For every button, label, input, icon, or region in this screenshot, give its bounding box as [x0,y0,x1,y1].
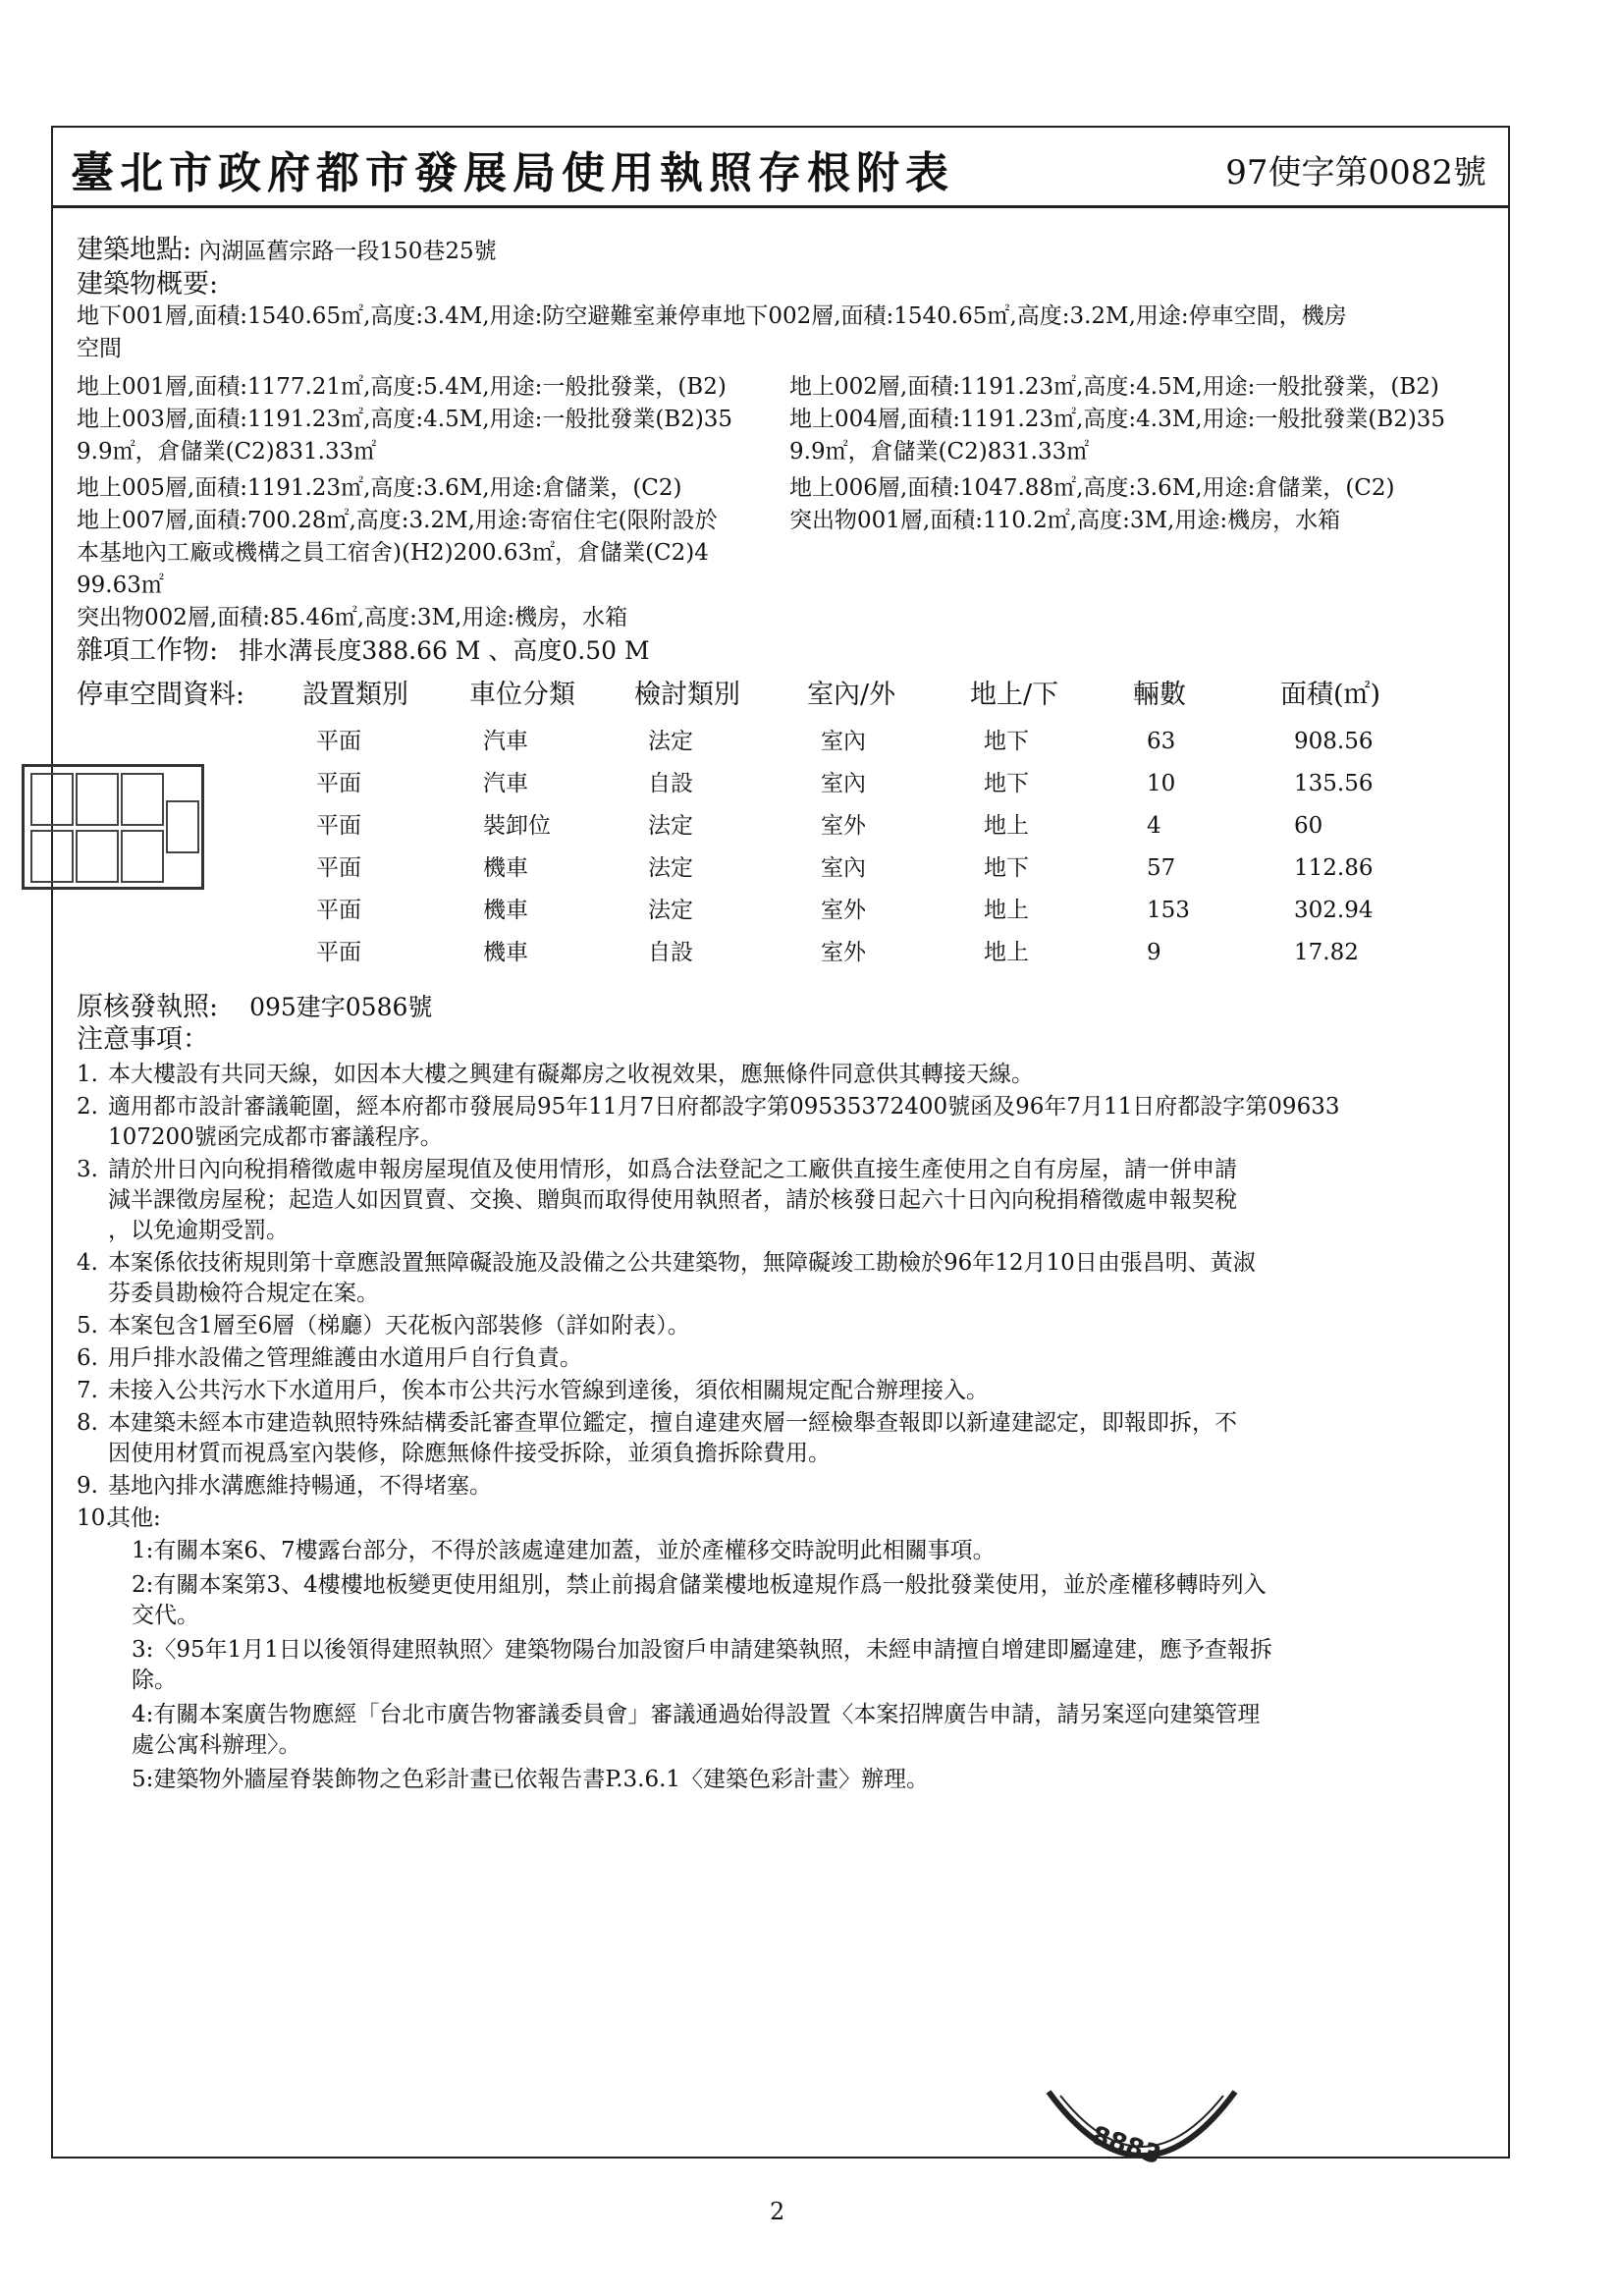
building-f4-a: 地上004層,面積:1191.23㎡,高度:4.3M,用途:一般批發業(B2)35 [789,407,1446,432]
building-f5: 地上005層,面積:1191.23㎡,高度:3.6M,用途:倉儲業，(C2) [77,475,682,501]
parking-cell: 10 [1147,771,1176,796]
parking-col-5: 地上/下 [970,680,1059,710]
building-f7-a: 地上007層,面積:700.28㎡,高度:3.2M,用途:寄宿住宅(限附設於 [77,508,718,533]
building-f7-c: 99.63㎡ [77,573,164,598]
notes-label: 注意事項： [77,1024,209,1055]
other-note-line: 5:建築物外牆屋脊裝飾物之色彩計畫已依報告書P.3.6.1〈建築色彩計畫〉辦理。 [132,1767,930,1792]
note-line: 107200號函完成都市審議程序。 [108,1124,443,1150]
other-note-item [77,1536,1490,1566]
note-number: 3. [77,1157,98,1182]
note-line: 適用都市設計審議範圍，經本府都市發展局95年11月7日府都設字第09535372400號函及96年7月11日府都設字第09633 [108,1094,1340,1120]
parking-cell: 平面 [316,855,361,881]
other-notes-list [77,1536,1490,1795]
other-note-item [77,1570,1490,1631]
note-item [77,1155,1490,1246]
parking-row [77,804,1490,847]
parking-col-2: 車位分類 [469,680,575,710]
note-line: 未接入公共污水下水道用戶，俟本市公共污水管線到達後，須依相關規定配合辦理接入。 [108,1378,989,1403]
note-number: 7. [77,1378,98,1403]
note-line: 請於卅日內向稅捐稽徵處申報房屋現值及使用情形，如爲合法登記之工廠供直接生產使用之自有房屋，請一併申請 [108,1157,1237,1182]
note-item [77,1343,1490,1374]
parking-cell: 室外 [821,940,866,965]
building-row-f5-f6 [77,472,1490,505]
parking-cell: 機車 [483,898,528,923]
note-number: 5. [77,1313,98,1339]
parking-row [77,931,1490,973]
original-permit-line [77,991,1490,1023]
other-note-line: 1:有關本案6、7樓露台部分，不得於該處違建加蓋，並於產權移交時說明此相關事項。 [132,1538,996,1563]
note-number: 1. [77,1062,98,1087]
building-f3-b: 9.9㎡，倉儲業(C2)831.33㎡ [77,439,377,465]
parking-cell: 自設 [648,940,693,965]
building-row-f7-r1 [77,505,1490,537]
note-number: 4. [77,1250,98,1276]
parking-cell: 機車 [483,855,528,881]
parking-row [77,720,1490,762]
note-line: 本大樓設有共同天線，如因本大樓之興建有礙鄰房之收視效果，應無條件同意供其轉接天線。 [108,1062,1034,1087]
misc-work-label: 雜項工作物: [77,635,219,666]
other-note-line: 3:〈95年1月1日以後領得建照執照〉建築物陽台加設窗戶申請建築執照，未經申請擅自增建即屬違建，應予查報拆 [132,1637,1272,1663]
note-number: 8. [77,1410,98,1436]
parking-cell: 平面 [316,940,361,965]
note-number: 6. [77,1345,98,1371]
parking-table-body [77,720,1490,973]
note-number: 9. [77,1473,98,1499]
note-number: 10. [77,1505,113,1531]
building-row-f3-f4-b [77,436,1490,468]
misc-work-line [77,634,1490,669]
other-note-line: 4:有關本案廣告物應經「台北市廣告物審議委員會」審議通過始得設置〈本案招牌廣告申請，請另案逕向建築管理 [132,1702,1261,1727]
parking-cell: 法定 [648,898,693,923]
building-f2: 地上002層,面積:1191.23㎡,高度:4.5M,用途:一般批發業，(B2) [789,374,1439,400]
note-item [77,1248,1490,1309]
note-number: 2. [77,1094,98,1120]
note-line: 因使用材質而視爲室內裝修，除應無條件接受拆除，並須負擔拆除費用。 [108,1441,831,1466]
parking-col-3: 檢討類別 [634,680,740,710]
parking-cell: 汽車 [483,771,528,796]
parking-cell: 135.56 [1294,771,1374,796]
parking-cell: 地上 [984,898,1029,923]
parking-cell: 112.86 [1294,855,1374,881]
permit-number: 97使字第0082號 [1225,153,1486,192]
other-note-item [77,1765,1490,1795]
parking-cell: 自設 [648,771,693,796]
other-note-item [77,1700,1490,1761]
other-note-line: 處公寓科辦理〉。 [132,1732,301,1758]
parking-row [77,847,1490,889]
other-note-line: 2:有關本案第3、4樓樓地板變更使用組別，禁止前揭倉儲業樓地板違規作爲一般批發業使用，並於產權移轉時列入 [132,1572,1267,1598]
parking-cell: 室內 [821,771,866,796]
note-line: 本案包含1層至6層（梯廳）天花板內部裝修（詳如附表）。 [108,1313,690,1339]
original-permit-label: 原核發執照: [77,992,219,1022]
note-line: 本建築未經本市建造執照特殊結構委託審查單位鑑定，擅自違建夾層一經檢舉查報即以新違建認定，即報即拆，不 [108,1410,1237,1436]
parking-col-7: 面積(㎡) [1280,680,1381,710]
parking-cell: 908.56 [1294,729,1374,754]
parking-cell: 地下 [984,771,1029,796]
page-number: 2 [770,2198,785,2225]
parking-header [77,673,1490,720]
parking-cell: 平面 [316,898,361,923]
parking-cell: 153 [1147,898,1190,923]
parking-cell: 地上 [984,940,1029,965]
note-item [77,1471,1490,1502]
parking-cell: 室內 [821,855,866,881]
parking-cell: 平面 [316,813,361,839]
building-b1-line1: 地下001層,面積:1540.65㎡,高度:3.4M,用途:防空避難室兼停車地下002層,面積:1540.65㎡,高度:3.2M,用途:停車空間，機房 [77,303,1347,329]
building-row-f3-f4 [77,404,1490,436]
parking-cell: 302.94 [1294,898,1374,923]
note-item [77,1503,1490,1534]
site-label: 建築地點: [77,235,192,265]
parking-cell: 汽車 [483,729,528,754]
parking-cell: 平面 [316,771,361,796]
parking-cell: 地下 [984,729,1029,754]
original-permit-value: 095建字0586號 [249,993,433,1021]
site-value: 內湖區舊宗路一段150巷25號 [198,239,497,264]
parking-cell: 室內 [821,729,866,754]
building-r1: 突出物001層,面積:110.2㎡,高度:3M,用途:機房，水箱 [789,508,1341,533]
parking-cell: 室外 [821,898,866,923]
building-label: 建築物概要: [77,269,219,300]
note-item [77,1092,1490,1153]
parking-cell: 9 [1147,940,1161,965]
parking-cell: 平面 [316,729,361,754]
parking-cell: 57 [1147,855,1176,881]
site-line [77,234,1490,268]
parking-col-6: 輛數 [1133,680,1186,710]
parking-cell: 法定 [648,813,693,839]
note-item [77,1060,1490,1090]
document-body [77,234,1490,1799]
parking-cell: 60 [1294,813,1323,839]
parking-cell: 63 [1147,729,1176,754]
parking-row [77,762,1490,804]
parking-cell: 17.82 [1294,940,1359,965]
building-f4-b: 9.9㎡，倉儲業(C2)831.33㎡ [789,439,1090,465]
note-line: ，以免逾期受罰。 [108,1218,289,1243]
building-f3-a: 地上003層,面積:1191.23㎡,高度:4.5M,用途:一般批發業(B2)35 [77,407,733,432]
building-f7-b: 本基地內工廠或機構之員工宿舍)(H2)200.63㎡，倉儲業(C2)4 [77,540,709,566]
note-line: 本案係依技術規則第十章應設置無障礙設施及設備之公共建築物，無障礙竣工勘檢於96年12月10日由張昌明、黃淑 [108,1250,1256,1276]
parking-label: 停車空間資料: [77,680,245,710]
document-title: 臺北市政府都市發展局使用執照存根附表 [71,148,954,198]
building-f6: 地上006層,面積:1047.88㎡,高度:3.6M,用途:倉儲業，(C2) [789,475,1395,501]
note-item [77,1408,1490,1469]
note-line: 其他: [108,1505,161,1531]
official-stamp [22,764,204,890]
parking-row [77,889,1490,931]
round-seal-stamp [1039,2082,1245,2170]
building-f1: 地上001層,面積:1177.21㎡,高度:5.4M,用途:一般批發業，(B2) [77,374,727,400]
note-line: 減半課徵房屋稅；起造人如因買賣、交換、贈與而取得使用執照者，請於核發日起六十日內向稅捐稽徵處申報契稅 [108,1187,1237,1213]
other-note-item [77,1635,1490,1696]
other-note-line: 交代。 [132,1603,199,1628]
note-item [77,1376,1490,1406]
parking-cell: 室外 [821,813,866,839]
parking-cell: 4 [1147,813,1161,839]
parking-cell: 法定 [648,855,693,881]
building-row-f1-f2 [77,371,1490,404]
parking-cell: 地下 [984,855,1029,881]
note-line: 芬委員勘檢符合規定在案。 [108,1281,379,1306]
parking-col-1: 設置類別 [302,680,408,710]
note-item [77,1311,1490,1341]
building-r2: 突出物002層,面積:85.46㎡,高度:3M,用途:機房，水箱 [77,605,628,630]
parking-cell: 裝卸位 [483,813,551,839]
misc-work-value: 排水溝長度388.66 M 、高度0.50 M [239,636,650,665]
building-b1-line2: 空間 [77,336,122,361]
other-note-line: 除。 [132,1667,177,1693]
note-line: 用戶排水設備之管理維護由水道用戶自行負責。 [108,1345,582,1371]
title-bar [53,128,1508,208]
parking-col-4: 室內/外 [807,680,896,710]
parking-cell: 法定 [648,729,693,754]
notes-list [77,1060,1490,1534]
note-line: 基地內排水溝應維持暢通，不得堵塞。 [108,1473,492,1499]
parking-cell: 地上 [984,813,1029,839]
parking-cell: 機車 [483,940,528,965]
seal-text: 8883 [1088,2120,1165,2170]
